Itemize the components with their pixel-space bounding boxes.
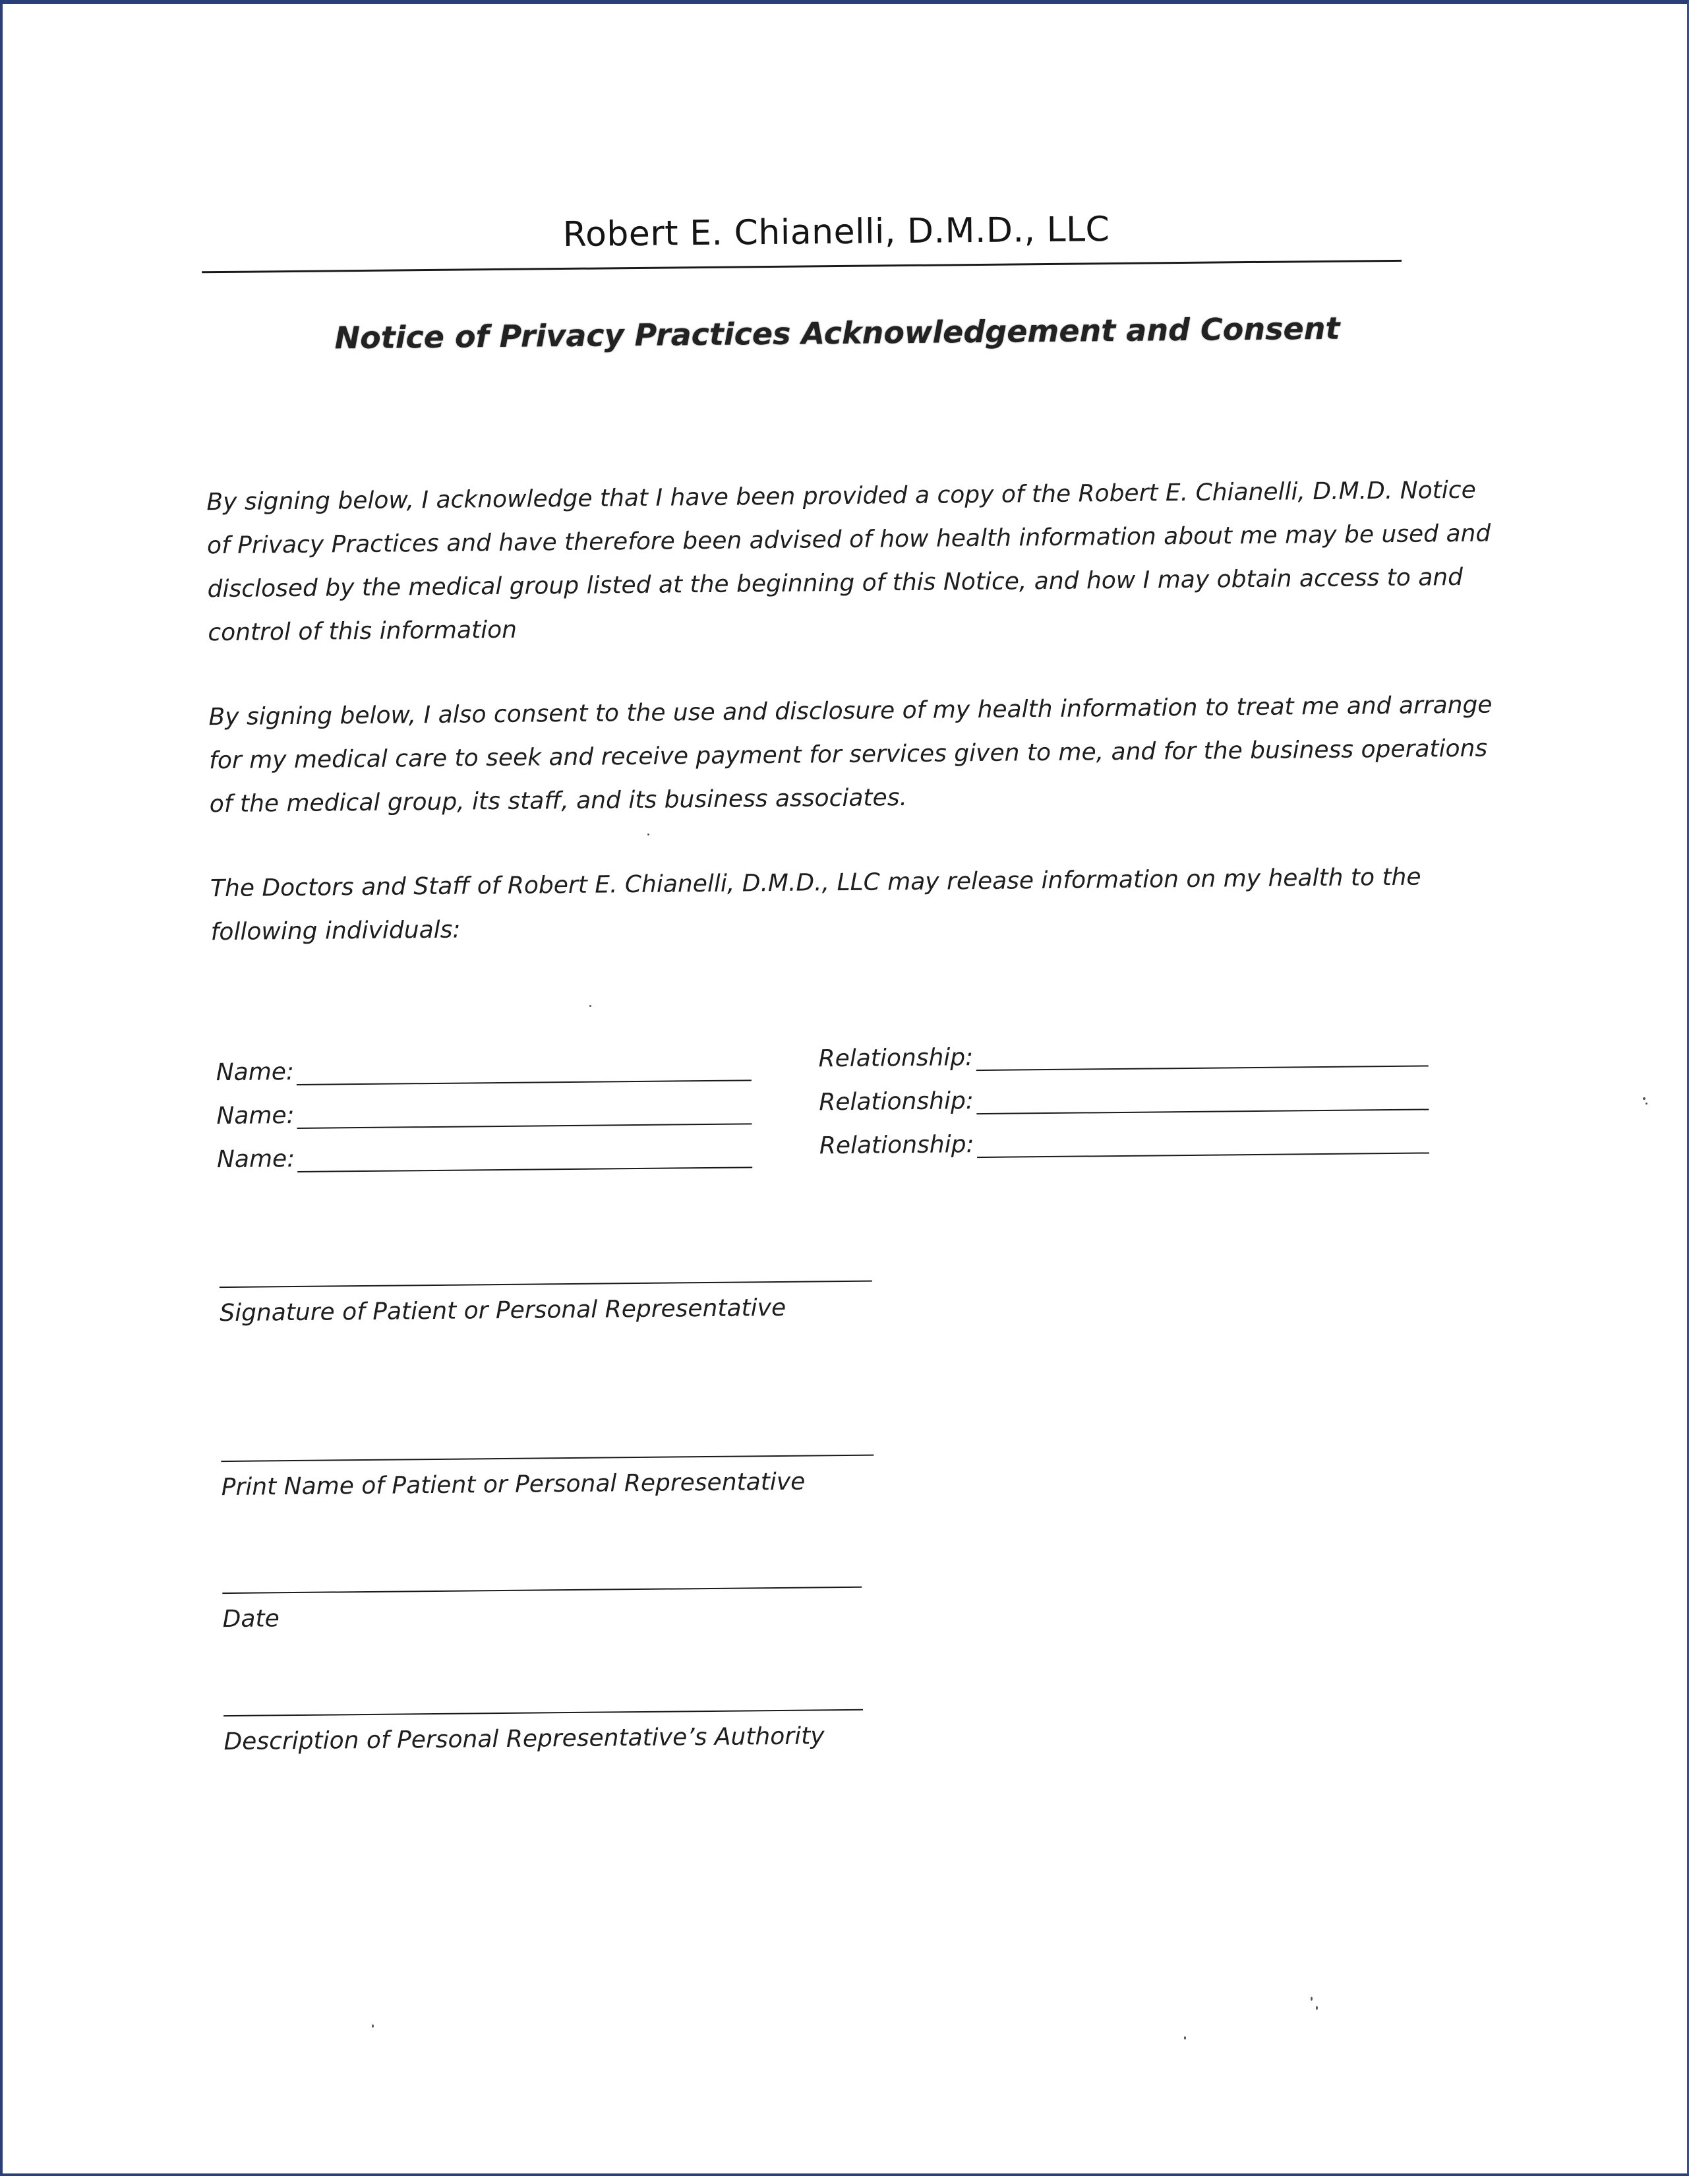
practice-name: Robert E. Chianelli, D.M.D., LLC <box>562 210 1110 255</box>
name-input-line[interactable] <box>297 1101 752 1129</box>
date-label: Date <box>222 1605 280 1633</box>
scan-speck <box>372 2024 374 2028</box>
scan-speck <box>1643 1097 1645 1100</box>
name-field-1[interactable] <box>216 1049 752 1086</box>
scan-speck <box>589 1005 591 1007</box>
name-field-2[interactable] <box>216 1093 752 1130</box>
acknowledgement-paragraph: By signing below, I acknowledge that I have been provided a copy of the Robert E. Chianelli, D.M.D. Notice of Privacy Practices and have therefore been advised of how health information about me may be used and disclosed by the medical group listed at the beginning of this Notice, and how I may obtain access to and control of this information <box>206 476 1491 647</box>
name-input-line[interactable] <box>297 1144 752 1172</box>
document-title: Notice of Privacy Practices Acknowledgement and Consent <box>334 310 1340 356</box>
scan-speck <box>1311 1997 1313 2001</box>
signature-label: Signature of Patient or Personal Representative <box>220 1294 786 1327</box>
consent-paragraph: By signing below, I also consent to the use and disclosure of my health information to treat me and arrange for my medical care to seek and receive payment for services given to me, and for the business operations of the medical group, its staff, and its business associates. <box>208 691 1493 818</box>
print-name-label: Print Name of Patient or Personal Representative <box>221 1468 806 1502</box>
relationship-input-line[interactable] <box>976 1043 1428 1071</box>
name-label: Name: <box>216 1102 295 1130</box>
name-field-3[interactable] <box>217 1136 753 1173</box>
signature-block[interactable] <box>220 1281 873 1327</box>
scan-speck <box>647 834 649 835</box>
name-label: Name: <box>216 1058 295 1087</box>
release-paragraph: The Doctors and Staff of Robert E. Chianelli, D.M.D., LLC may release information on my health to the following individuals: <box>210 863 1421 946</box>
relationship-label: Relationship: <box>819 1087 974 1116</box>
print-name-block[interactable] <box>221 1455 874 1502</box>
date-line[interactable] <box>222 1587 862 1594</box>
relationship-input-line[interactable] <box>976 1086 1429 1114</box>
relationship-field-2[interactable] <box>819 1078 1429 1116</box>
scan-speck <box>1184 2036 1186 2040</box>
print-name-line[interactable] <box>221 1455 874 1463</box>
name-label: Name: <box>216 1145 295 1174</box>
authority-block[interactable] <box>223 1709 864 1755</box>
relationship-label: Relationship: <box>818 1044 974 1073</box>
relationship-label: Relationship: <box>819 1131 974 1160</box>
relationship-input-line[interactable] <box>976 1130 1429 1158</box>
relationship-field-1[interactable] <box>818 1035 1428 1072</box>
header-rule <box>202 260 1402 273</box>
scan-speck <box>1316 2006 1318 2010</box>
scan-speck <box>1645 1103 1647 1105</box>
authority-line[interactable] <box>223 1709 863 1716</box>
name-input-line[interactable] <box>297 1057 752 1085</box>
signature-line[interactable] <box>220 1281 872 1289</box>
date-block[interactable] <box>222 1587 862 1633</box>
relationship-field-3[interactable] <box>819 1122 1429 1159</box>
authority-label: Description of Personal Representative’s Authority <box>223 1722 825 1756</box>
